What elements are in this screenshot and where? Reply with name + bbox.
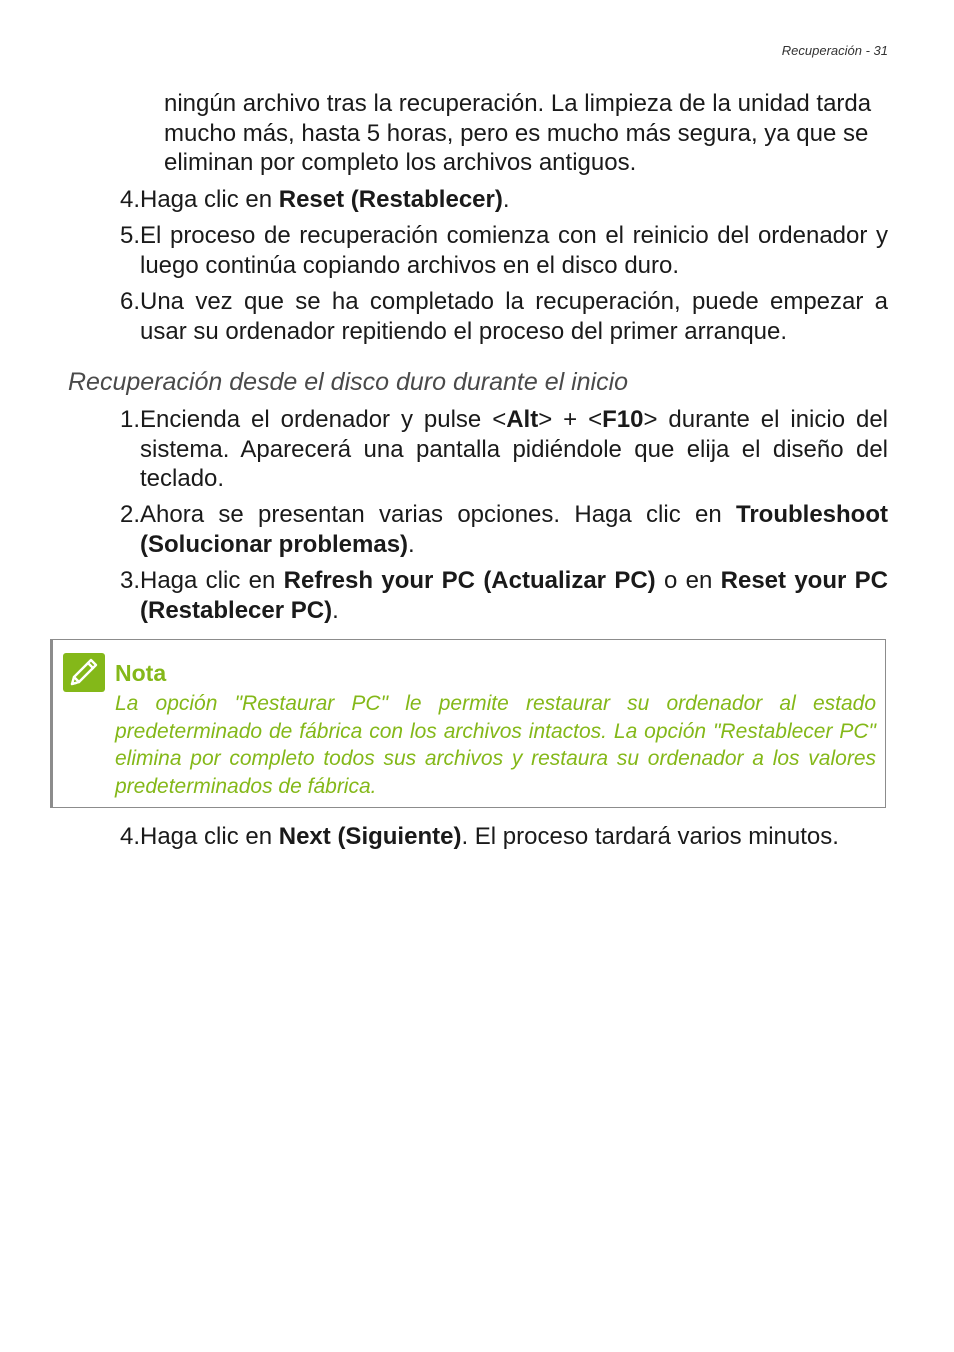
text-run: . <box>502 186 510 213</box>
list-text <box>140 185 888 215</box>
text-run: > durante el inicio del sistema. Aparecerá una pantalla pidiéndole que elija el diseño del teclado. <box>140 406 889 492</box>
text-run: Haga clic en <box>140 186 279 213</box>
text-run: . <box>332 596 339 624</box>
section-heading: Recuperación desde el disco duro durante el inicio <box>68 368 629 396</box>
bold-run: Reset your PC (Restablecer PC) <box>140 567 888 624</box>
continuation-paragraph: ningún archivo tras la recuperación. La limpieza de la unidad tarda mucho más, hasta 5 horas, pero es mucho más segura, ya que se eliminan por completo los archivos antiguos. <box>164 90 872 176</box>
page-header: Recuperación - 31 <box>781 43 888 58</box>
text-run: Haga clic en <box>140 823 279 850</box>
text-run: Encienda el ordenador y pulse < <box>140 406 507 433</box>
list-number: 5. <box>119 222 140 249</box>
list-number: 4. <box>119 186 140 213</box>
list-number: 4. <box>119 823 140 850</box>
bold-run: Next (Siguiente) <box>278 823 462 850</box>
text-run: Ahora se presentan varias opciones. Haga clic en <box>140 501 736 528</box>
list-number: 2. <box>119 501 140 528</box>
pencil-icon-graphic <box>63 653 105 692</box>
list-number: 6. <box>119 288 140 315</box>
list-text <box>140 566 888 625</box>
list-text: Una vez que se ha completado la recuperación, puede empezar a usar su ordenador repitiendo el proceso del primer arranque. <box>140 288 888 345</box>
list-text <box>140 822 888 852</box>
text-run: o en <box>655 567 721 594</box>
bold-run: Reset (Restablecer) <box>278 186 503 213</box>
text-run: Haga clic en <box>140 567 284 594</box>
text-run: . <box>408 530 415 558</box>
note-title: Nota <box>115 660 167 686</box>
bold-run: Troubleshoot (Solucionar problemas) <box>140 501 888 558</box>
list-text <box>140 405 888 494</box>
bold-run: Refresh your PC (Actualizar PC) <box>283 567 656 594</box>
list-text: El proceso de recuperación comienza con el reinicio del ordenador y luego continúa copiando archivos en el disco duro. <box>140 222 888 279</box>
bold-run: F10 <box>602 406 644 433</box>
bold-run: Alt <box>506 406 539 433</box>
note-box <box>50 639 886 808</box>
pencil-icon <box>63 653 105 692</box>
note-text: La opción "Restaurar PC" le permite restaurar su ordenador al estado predeterminado de fábrica con los archivos intactos. La opción "Restablecer PC" elimina por completo todos sus archivos y restaura su ordenador a los valores predeterminados de fábrica. <box>115 692 876 798</box>
list-number: 3. <box>119 567 140 594</box>
text-run: > + < <box>538 406 603 433</box>
text-run: . El proceso tardará varios minutos. <box>461 823 839 850</box>
list-number: 1. <box>119 406 140 433</box>
list-text <box>140 500 888 559</box>
